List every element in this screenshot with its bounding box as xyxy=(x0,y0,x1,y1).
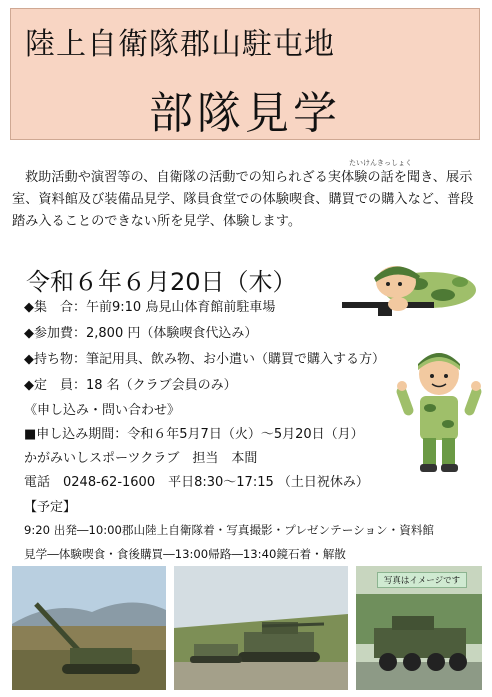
image-disclaimer: 写真はイメージです xyxy=(377,572,467,588)
meeting-place: ◆集 合：午前9:10 鳥見山体育館前駐車場 xyxy=(24,300,276,315)
intro-paragraph: 救助活動や演習等の、自衛隊の活動での知られざる実体験の話を聞き、展示室、資料館及び装備品見学、隊員食堂での体験喫食、購買での購入など、普段踏み入ることのできない所を見学、体験します。 xyxy=(12,170,474,229)
organization-name: 陸上自衛隊郡山駐屯地 xyxy=(25,27,335,62)
schedule-line-2: 見学―体験喫食・食後購買―13:00帰路―13:40鏡石着・解散 xyxy=(24,547,346,561)
phone-contact: 電話 0248-62-1600 平日8:30～17:15 （土日祝休み） xyxy=(24,475,369,490)
event-date: 令和６年６月20日（木） xyxy=(26,268,297,296)
schedule-heading: 【予定】 xyxy=(24,500,77,515)
schedule-line-1: 9:20 出発―10:00郡山陸上自衛隊着・写真撮影・プレゼンテーション・資料館 xyxy=(24,523,435,537)
participation-fee: ◆参加費：2,800 円（体験喫食代込み） xyxy=(24,326,258,341)
application-period: ■申し込み期間：令和６年5月7日（火）～5月20日（月） xyxy=(24,427,364,442)
standing-soldier-illustration xyxy=(396,348,482,476)
items-to-bring: ◆持ち物：筆記用具、飲み物、お小遣い（購買で購入する方） xyxy=(24,352,385,367)
page-title: 部隊見学 xyxy=(149,88,341,139)
photo-tanks xyxy=(174,566,348,690)
club-contact: かがみいしスポーツクラブ 担当 本間 xyxy=(24,451,258,466)
ruby-annotation: たいけんきっしょく xyxy=(349,159,412,167)
photo-self-propelled-gun xyxy=(12,566,166,690)
title-banner xyxy=(10,8,480,140)
contact-heading: 《申し込み・問い合わせ》 xyxy=(24,403,181,418)
capacity: ◆定 員：18 名（クラブ会員のみ） xyxy=(24,378,237,393)
prone-soldier-illustration xyxy=(338,250,482,330)
